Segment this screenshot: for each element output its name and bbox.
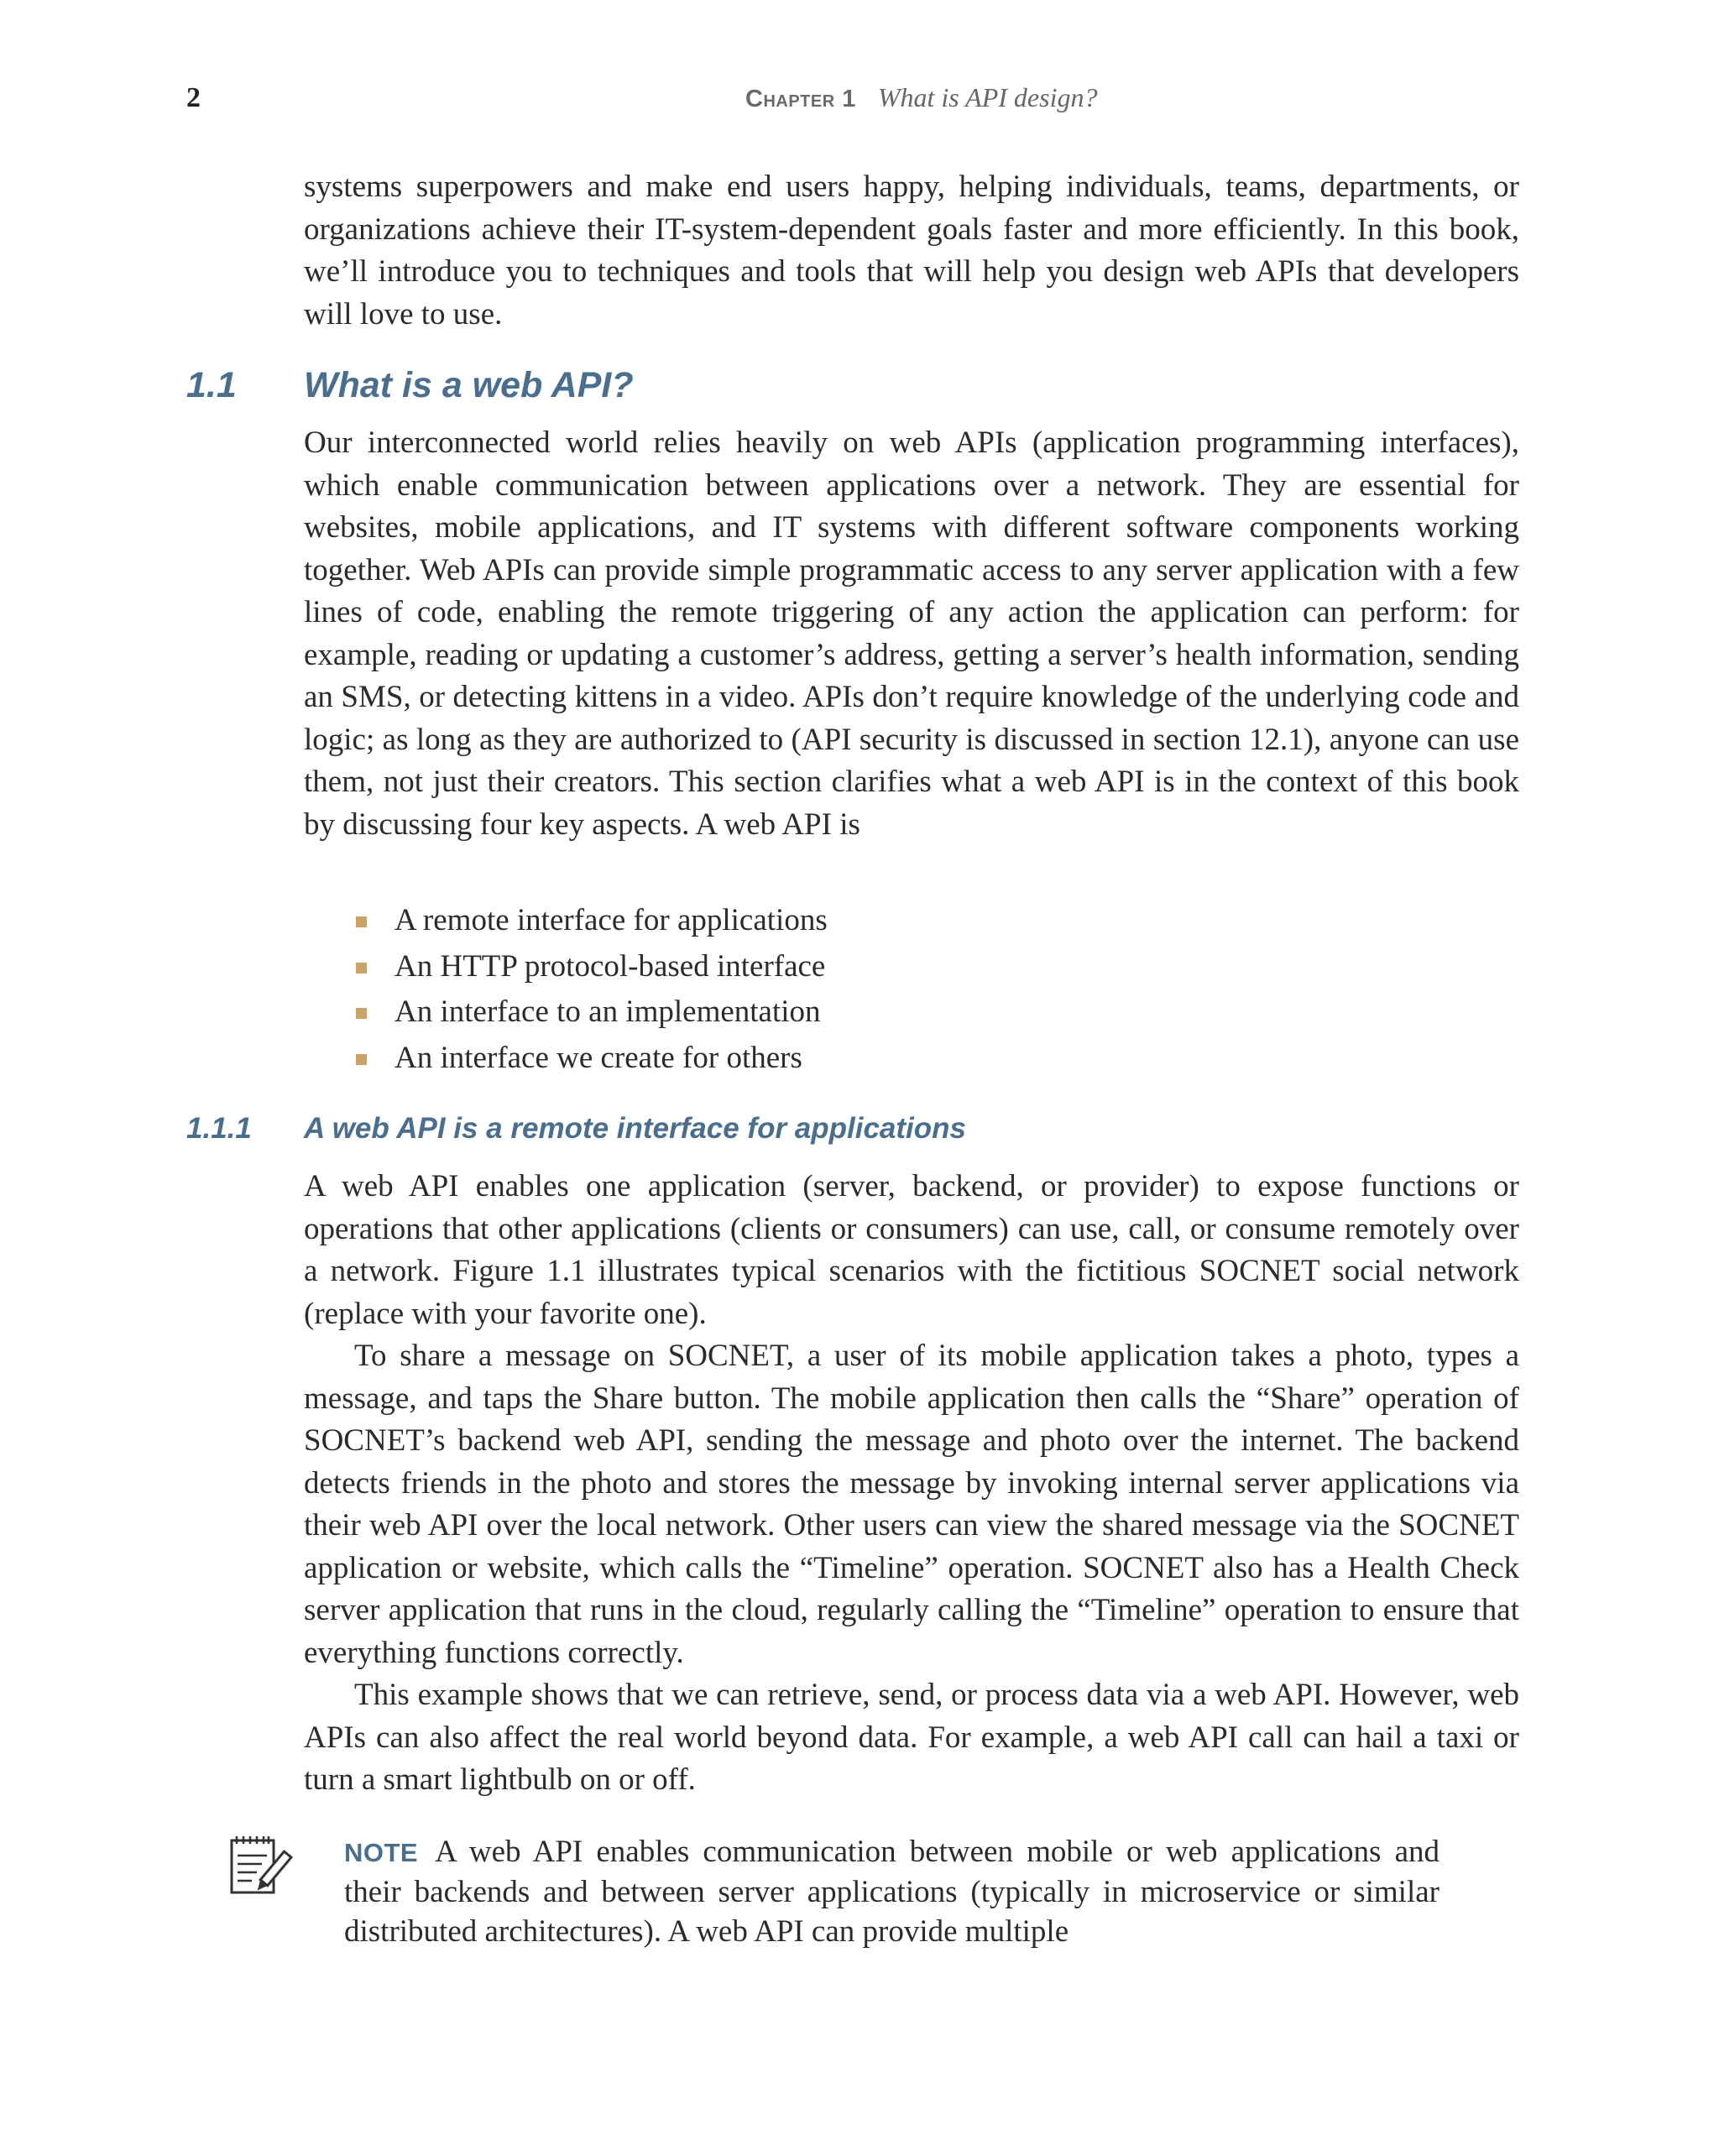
section-heading: What is a web API?: [304, 365, 634, 405]
chapter-title: What is API design?: [877, 82, 1098, 112]
note-block: [344, 1832, 1439, 1951]
note-text: A web API enables communication between mobile or web applications and their backends and between server applications (typically in microservice or similar distributed architectures). A web API can provide multiple: [344, 1835, 1439, 1949]
bullet-marker: [356, 963, 367, 974]
body-paragraph: This example shows that we can retrieve, send, or process data via a web API. However, web APIs can also affect the real world beyond data. For example, a web API call can hail a taxi or turn a smart lightbulb on or off.: [304, 1678, 1519, 1797]
body-paragraph: To share a message on SOCNET, a user of its mobile application takes a photo, types a message, and taps the Share button. The mobile application then calls the “Share” operation of SOCNET’s backend web API, sending the message and photo over the internet. The backend detects friends in the photo and stores the message by invoking internal server applications via their web API over the local network. Other users can view the shared message via the SOCNET application or website, which calls the “Timeline” operation. SOCNET also has a Health Check server application that runs in the cloud, regularly calling the “Timeline” operation to ensure that everything functions correctly.: [304, 1339, 1519, 1670]
notepad-pencil-icon: [227, 1834, 294, 1901]
note-label: NOTE: [344, 1838, 419, 1867]
intro-paragraph: systems superpowers and make end users happy, helping individuals, teams, departments, or organizations achieve their IT-system-dependent goals faster and more efficiently. In this book, we’ll introduce you to techniques and tools that will help you design web APIs that developers will love to use.: [304, 170, 1519, 331]
intro-paragraph-block: [304, 166, 1519, 336]
section-1-1-body: [304, 422, 1519, 846]
list-item: An interface we create for others: [353, 1036, 828, 1082]
bullet-marker: [356, 916, 367, 927]
page-number: 2: [186, 82, 201, 113]
body-paragraph: A web API enables one application (server, backend, or provider) to expose functions or operations that other applications (clients or consumers) can use, call, or consume remotely over a network. Figure 1.1 illustrates typical scenarios with the fictitious SOCNET social network (replace with your favorite one).: [304, 1169, 1519, 1331]
subsection-heading: A web API is a remote interface for applications: [304, 1112, 967, 1145]
section-paragraph: Our interconnected world relies heavily on web APIs (application programming interfaces), which enable communication between applications over a network. They are essential for websites, mobile applications, and IT systems with different software components working together. Web APIs can provide simple programmatic access to any server application with a few lines of code, enabling the remote triggering of any action the application can perform: for example, reading or updating a customer’s address, getting a server’s health information, sending an SMS, or detecting kittens in a video. APIs don’t require knowledge of the underlying code and logic; as long as they are authorized to (API security is discussed in section 12.1), anyone can use them, not just their creators. This section clarifies what a web API is in the context of this book by discussing four key aspects. A web API is: [304, 425, 1519, 842]
running-head: [745, 82, 1097, 113]
list-item: An interface to an implementation: [353, 989, 828, 1036]
section-number: 1.1: [186, 365, 237, 405]
bullet-marker: [356, 1054, 367, 1065]
subsection-number: 1.1.1: [186, 1112, 252, 1145]
chapter-label: Chapter 1: [745, 86, 856, 112]
list-item: A remote interface for applications: [353, 898, 828, 944]
bullet-marker: [356, 1008, 367, 1019]
aspects-list: [353, 898, 828, 1081]
section-1-1-1-body: [304, 1166, 1519, 1802]
list-item: An HTTP protocol-based interface: [353, 944, 828, 990]
